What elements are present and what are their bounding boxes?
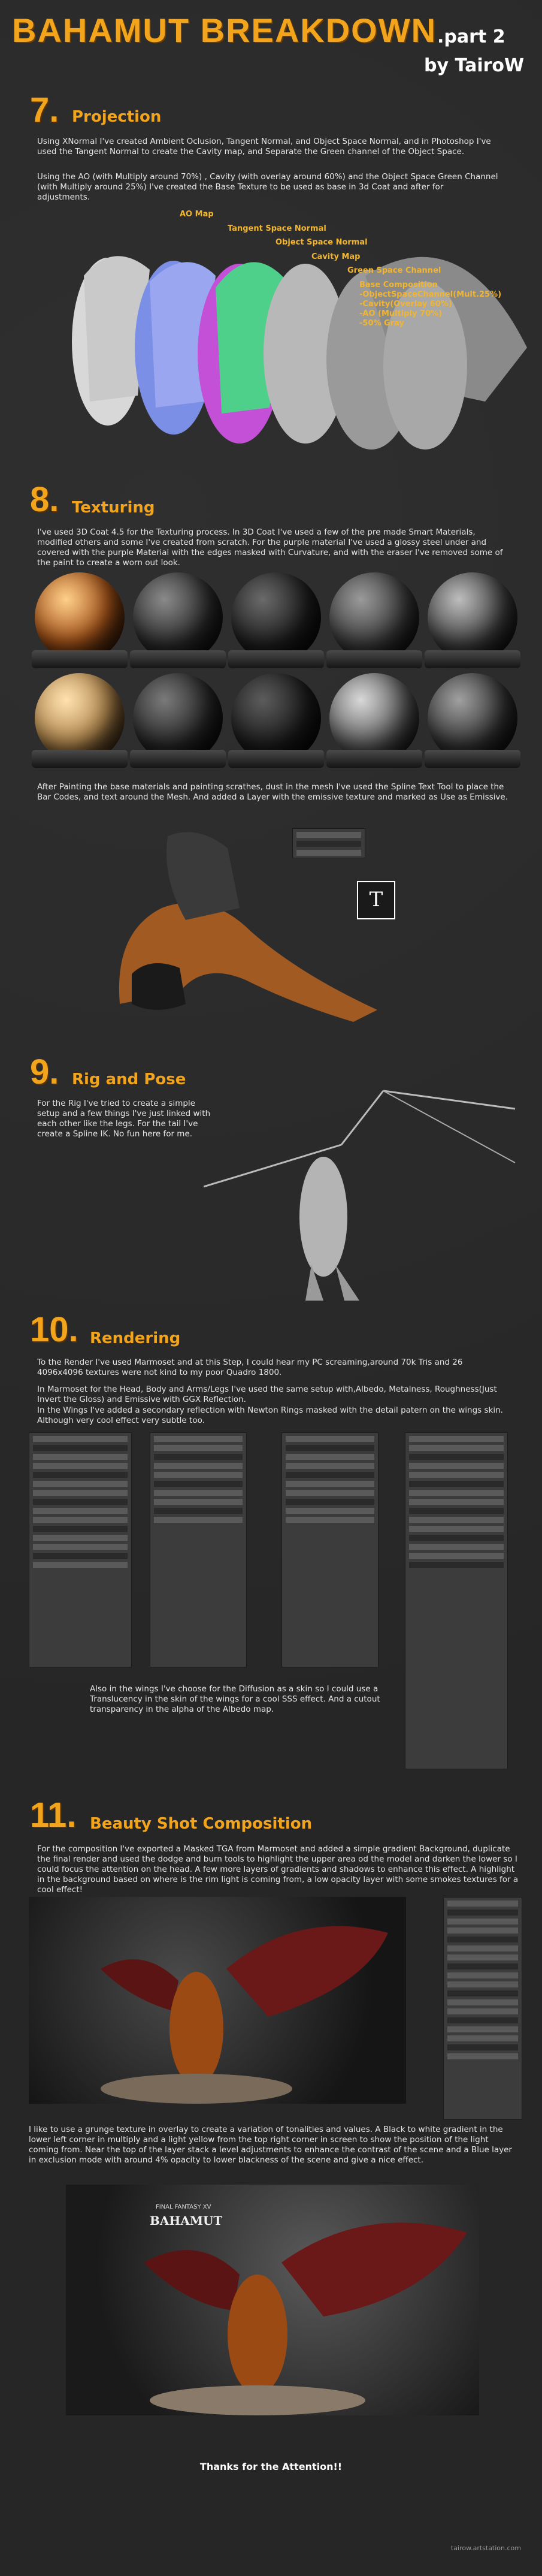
- rig-render: [204, 1073, 527, 1313]
- rock-base: [101, 2074, 292, 2104]
- marmoset-panel-4: [405, 1432, 508, 1769]
- section-10-text-3: In the Wings I've added a secondary reflection with Newton Rings masked with the detail patern on the wings skin. Although very cool effect very subtle too.: [37, 1405, 503, 1425]
- final-wing-left: [144, 2250, 240, 2310]
- author-credit: by TairoW: [424, 55, 525, 76]
- label-cavity: Cavity Map: [311, 252, 361, 261]
- section-11-title: Beauty Shot Composition: [90, 1815, 313, 1833]
- section-10-text-1: To the Render I've used Marmoset and at this Step, I could hear my PC screaming,around 70k Tris and 26 4096x4096 textures were not kind to my poor Quadro 1800.: [37, 1358, 463, 1377]
- label-tangent: Tangent Space Normal: [228, 224, 326, 233]
- section-7-text-2: Using the AO (with Multiply around 70%) , Cavity (with overlay around 60%) and the Object Space Green Channel (with Multiply around 25%) I've created the Base Texture to be used as base in 3d Coat and after for adjustments.: [37, 172, 498, 202]
- logo-title: BAHAMUT: [150, 2213, 223, 2228]
- section-7-text-1: Using XNormal I've created Ambient Oclusion, Tangent Normal, and Object Space Normal, and in Photoshop I've used the Tangent Normal to create the Cavity map, and Separate the Green channel of the Object Space.: [37, 137, 491, 156]
- composition-line: -50% Gray: [359, 319, 404, 328]
- final-dragon-body: [228, 2275, 287, 2394]
- section-10-text-2: In Marmoset for the Head, Body and Arms/Legs I've used the same setup with,Albedo, Metalness, Roughness(Just Invert the Gloss) and Emissive with GGX Reflection.: [37, 1384, 497, 1404]
- part-label: .part 2: [437, 26, 505, 47]
- rig-dragon: [299, 1157, 347, 1277]
- marmoset-panel-1: [29, 1432, 132, 1667]
- spline-tool-panel: [292, 828, 365, 858]
- composition-line: -Cavity(Overlay 60%): [359, 300, 452, 309]
- photoshop-layers-panel: [443, 1897, 522, 2120]
- section-8-title: Texturing: [72, 499, 155, 517]
- section-9-number: 9.: [30, 1052, 59, 1091]
- composition-line: -ObjectSpaceChannel(Mult.25%): [359, 290, 502, 299]
- label-object: Object Space Normal: [275, 238, 368, 247]
- beauty-shot-1: [29, 1897, 406, 2104]
- section-8-text-2: After Painting the base materials and painting scrathes, dust in the mesh I've used the Spline Text Tool to place the Bar Codes, and text around the Mesh. And added a Layer with the emissive texture and marked as Use as Emissive.: [37, 782, 508, 802]
- final-wing-right: [281, 2222, 467, 2316]
- section-9-title: Rig and Pose: [72, 1070, 186, 1088]
- section-11-number: 11.: [30, 1796, 77, 1835]
- section-7-title: Projection: [72, 108, 162, 126]
- section-8-number: 8.: [30, 480, 59, 519]
- marmoset-panel-2: [150, 1432, 247, 1667]
- section-11-text-1: For the composition I've exported a Masked TGA from Marmoset and added a simple gradient Background, duplicate the final render and used the dodge and burn tools to highlight the upper area od the model and darken the lower so I could focus the attention on the head. A few more layers of gradients and shadows to enhance this effect. A highlight in the background based on where is the rim light is coming from, a low opacity layer with some smokes textures for a cool effect!: [37, 1844, 519, 1895]
- logo-subtitle: FINAL FANTASY XV: [156, 2204, 211, 2210]
- label-base-composition: [359, 280, 501, 328]
- text-tool-icon: T: [357, 881, 395, 919]
- section-10-text-4: Also in the wings I've choose for the Diffusion as a skin so I could use a Translucency in the skin of the wings for a cool SSS effect. And a cutout transparency in the alpha of the Albedo map.: [90, 1684, 380, 1714]
- composition-line: -AO (Multiply 70%): [359, 309, 443, 318]
- section-10-number: 10.: [30, 1310, 78, 1349]
- final-rock-base: [150, 2385, 365, 2415]
- page-title: BAHAMUT BREAKDOWN: [12, 11, 437, 49]
- wing-left: [101, 1959, 178, 2011]
- artstation-url: tairow.artstation.com: [450, 2544, 521, 2552]
- label-green-channel: Green Space Channel: [347, 266, 441, 275]
- beauty-shot-final: [66, 2185, 479, 2415]
- section-11-text-2: I like to use a grunge texture in overlay to create a variation of tonalities and values. A Black to white gradient in the lower left corner in multiply and a light yellow from the top right corner in screen to show the position of the light coming from. Near the top of the layer stack a level adjustments to enhance the contrast of the scene and a Blue layer in exclusion mode with around 4% opacity to lower blackness of the scene and give a nice effect.: [29, 2125, 512, 2165]
- section-9-text: For the Rig I've tried to create a simple setup and a few things I've just linked with each other like the legs. For the tail I've create a Spline IK. No fun here for me.: [37, 1099, 211, 1139]
- thanks-text: Thanks for the Attention!!: [199, 2461, 343, 2472]
- dragon-body: [169, 1972, 223, 2086]
- section-8-text-1: I've used 3D Coat 4.5 for the Texturing process. In 3D Coat I've used a few of the pre made Smart Materials, modified others and some I've created from scratch. For the purple material I've used a glossy steel under and covered with the purple Material with the edges masked with Curvature, and with the eraser I've removed some of the paint to create a worn out look.: [37, 527, 503, 568]
- marmoset-panel-3: [281, 1432, 379, 1667]
- composition-line: Base Composition: [359, 280, 438, 289]
- label-ao-map: AO Map: [180, 210, 214, 219]
- wing-right: [226, 1926, 388, 2017]
- textured-arm-render: [96, 824, 419, 1052]
- material-spheres: [30, 566, 521, 770]
- section-7-number: 7.: [30, 91, 59, 129]
- section-10-title: Rendering: [90, 1329, 181, 1347]
